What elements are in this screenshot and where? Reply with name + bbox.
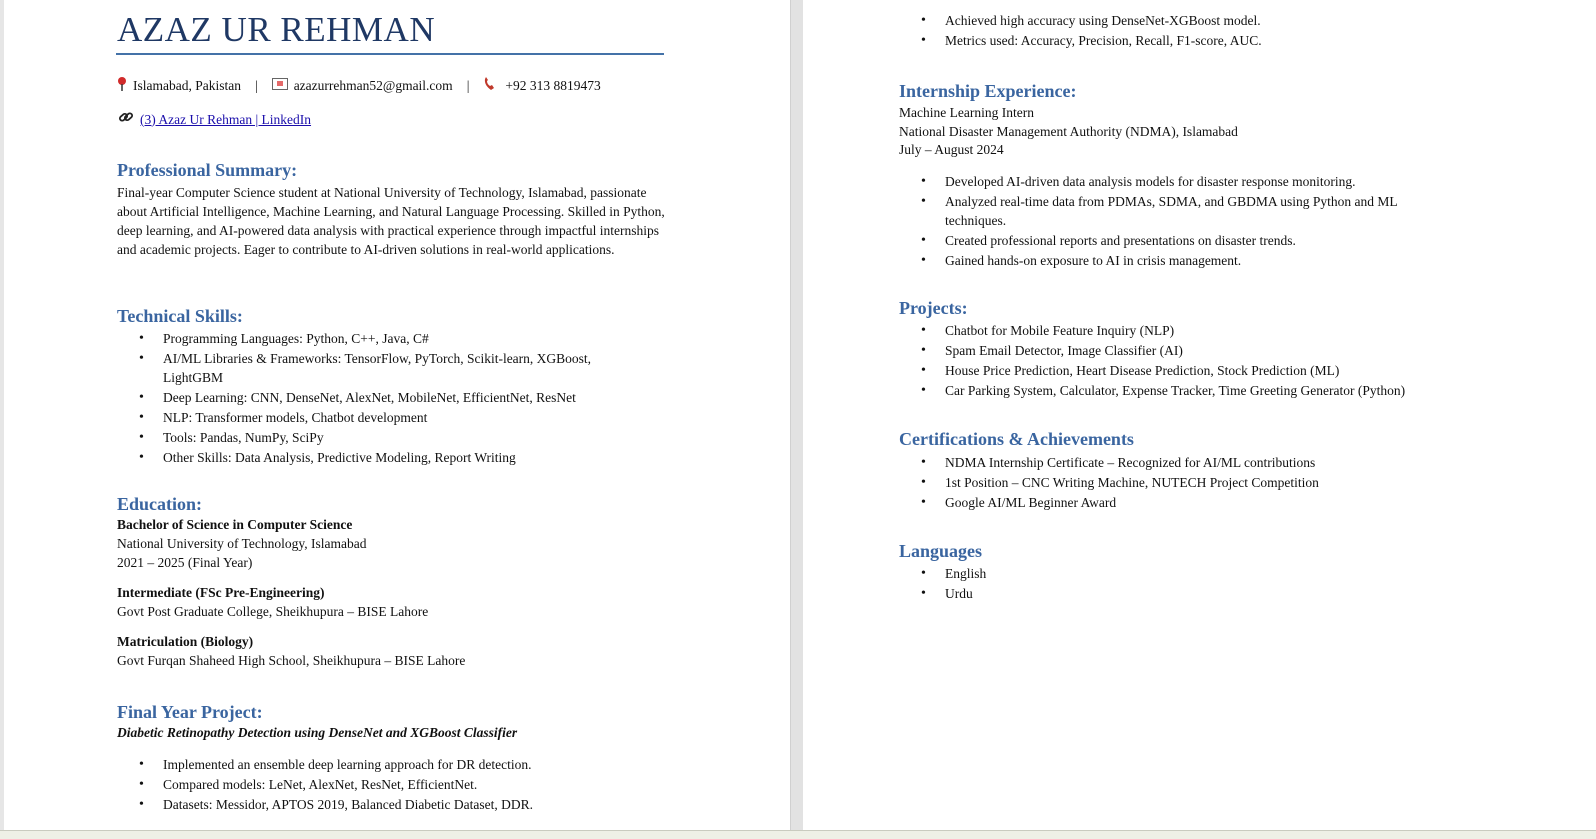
- email-text[interactable]: azazurrehman52@gmail.com: [293, 78, 453, 93]
- certs-heading: Certifications & Achievements: [899, 429, 1134, 449]
- summary-text: Final-year Computer Science student at National University of Technology, Islamabad, passionate about Artificial Intelligence, Machine Learning, and Natural Language Processing. Skilled in Python, deep learning, and AI-powered data analysis with practical experience through impactful internships and academic projects. Eager to contribute to AI-driven solutions in real-world applications.: [117, 185, 665, 257]
- fyp-list: [117, 755, 677, 815]
- link-icon: [118, 109, 134, 130]
- edu-degree-1: Bachelor of Science in Computer Science: [117, 517, 353, 532]
- phone-text[interactable]: +92 313 8819473: [505, 78, 601, 93]
- projects-heading: Projects:: [899, 298, 968, 318]
- list-item: • Chatbot for Mobile Feature Inquiry (NLP): [899, 321, 1499, 340]
- list-item: • Created professional reports and presentations on disaster trends.: [899, 231, 1434, 250]
- edu-institution-2: Govt Post Graduate College, Sheikhupura – BISE Lahore: [117, 604, 429, 619]
- skills-heading: Technical Skills:: [117, 306, 243, 326]
- list-item: • Urdu: [899, 584, 1199, 603]
- fyp-heading: Final Year Project:: [117, 702, 263, 722]
- list-item: • Analyzed real-time data from PDMAs, SDMA, and GBDMA using Python and ML techniques.: [899, 192, 1434, 230]
- edu-degree-3: Matriculation (Biology): [117, 634, 254, 649]
- phone-icon: [483, 77, 499, 96]
- list-item: • Gained hands-on exposure to AI in crisis management.: [899, 251, 1434, 270]
- list-item: • Metrics used: Accuracy, Precision, Recall, F1-score, AUC.: [899, 31, 1459, 50]
- list-item: • Deep Learning: CNN, DenseNet, AlexNet, MobileNet, EfficientNet, ResNet: [117, 388, 637, 407]
- list-item: • House Price Prediction, Heart Disease Prediction, Stock Prediction (ML): [899, 361, 1499, 380]
- edu-institution-1: National University of Technology, Islamabad: [117, 536, 367, 551]
- resume-name: AZAZ UR REHMAN: [117, 10, 436, 49]
- list-item: • Achieved high accuracy using DenseNet-XGBoost model.: [899, 11, 1459, 30]
- list-item: • Compared models: LeNet, AlexNet, ResNet, EfficientNet.: [117, 775, 677, 794]
- list-item: • NDMA Internship Certificate – Recognized for AI/ML contributions: [899, 453, 1459, 472]
- list-item: • English: [899, 564, 1199, 583]
- location-pin-icon: [117, 76, 127, 96]
- list-item: • Car Parking System, Calculator, Expense Tracker, Time Greeting Generator (Python): [899, 381, 1499, 400]
- fyp-title: Diabetic Retinopathy Detection using DenseNet and XGBoost Classifier: [117, 725, 518, 740]
- page-gap: [791, 0, 803, 830]
- separator: |: [254, 78, 258, 93]
- list-item: • Programming Languages: Python, C++, Java, C#: [117, 329, 637, 348]
- separator: |: [466, 78, 470, 93]
- list-item: • NLP: Transformer models, Chatbot development: [117, 408, 637, 427]
- list-item: • Spam Email Detector, Image Classifier (AI): [899, 341, 1499, 360]
- location-text: Islamabad, Pakistan: [133, 78, 241, 93]
- internship-period: July – August 2024: [899, 142, 1004, 157]
- page-2: [803, 0, 1596, 830]
- list-item: • AI/ML Libraries & Frameworks: TensorFlow, PyTorch, Scikit-learn, XGBoost, LightGBM: [117, 349, 637, 387]
- internship-role: Machine Learning Intern: [899, 105, 1034, 120]
- education-heading: Education:: [117, 494, 203, 514]
- linkedin-link[interactable]: (3) Azaz Ur Rehman | LinkedIn: [140, 111, 312, 127]
- list-item: • Tools: Pandas, NumPy, SciPy: [117, 428, 637, 447]
- list-item: • Implemented an ensemble deep learning approach for DR detection.: [117, 755, 677, 774]
- certs-list: [899, 453, 1459, 513]
- fyp-list-continued: [899, 11, 1459, 51]
- skills-list: [117, 329, 637, 468]
- internship-heading: Internship Experience:: [899, 81, 1077, 101]
- list-item: • Other Skills: Data Analysis, Predictive Modeling, Report Writing: [117, 448, 637, 467]
- list-item: • 1st Position – CNC Writing Machine, NUTECH Project Competition: [899, 473, 1459, 492]
- list-item: • Datasets: Messidor, APTOS 2019, Balanced Diabetic Dataset, DDR.: [117, 795, 677, 814]
- edu-period-1: 2021 – 2025 (Final Year): [117, 555, 253, 570]
- summary-heading: Professional Summary:: [117, 160, 298, 180]
- linkedin-line: [118, 109, 311, 130]
- name-underline: [116, 53, 664, 55]
- page-1: [4, 0, 791, 830]
- languages-heading: Languages: [899, 541, 983, 561]
- contact-line: [117, 76, 601, 96]
- projects-list: [899, 321, 1499, 401]
- edu-institution-3: Govt Furqan Shaheed High School, Sheikhupura – BISE Lahore: [117, 653, 466, 668]
- email-icon: [272, 78, 288, 94]
- internship-org: National Disaster Management Authority (NDMA), Islamabad: [899, 124, 1238, 139]
- internship-list: [899, 172, 1434, 271]
- languages-list: [899, 564, 1199, 604]
- list-item: • Google AI/ML Beginner Award: [899, 493, 1459, 512]
- edu-degree-2: Intermediate (FSc Pre-Engineering): [117, 585, 325, 600]
- list-item: • Developed AI-driven data analysis models for disaster response monitoring.: [899, 172, 1434, 191]
